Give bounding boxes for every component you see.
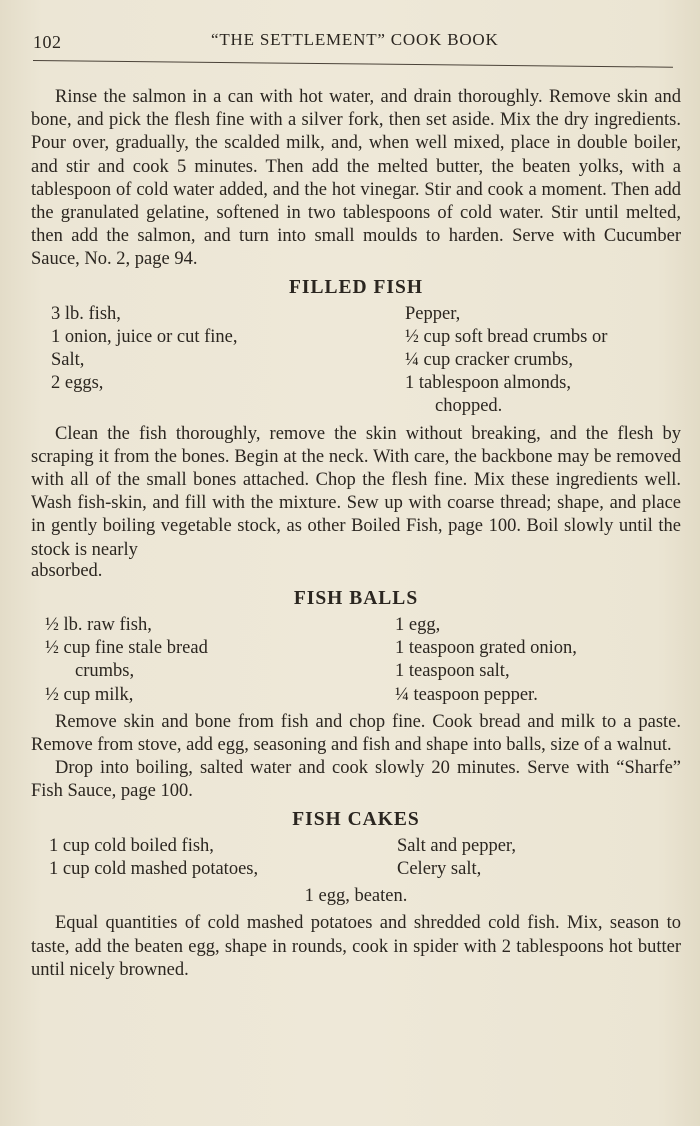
ingredient: 1 onion, juice or cut fine, (51, 326, 238, 347)
filled-fish-title: FILLED FISH (289, 276, 423, 298)
page-body (31, 86, 681, 982)
fish-balls-title: FISH BALLS (293, 588, 419, 610)
header-rule (33, 60, 673, 68)
ingredient: ¼ cup cracker crumbs, (405, 350, 573, 371)
ingredient: crumbs, (75, 661, 135, 682)
filled-fish-ingredients-left (31, 303, 391, 419)
fish-cakes-ingredient-center: 1 egg, beaten. (304, 886, 408, 907)
fish-cakes-title: FISH CAKES (292, 808, 420, 830)
ingredient: 1 egg, (395, 615, 441, 636)
ingredient: ½ lb. raw fish, (45, 615, 152, 636)
ingredient: Salt and pepper, (397, 835, 516, 856)
ingredient: 1 tablespoon almonds, (405, 373, 571, 394)
fish-cakes-ingredients-left (31, 835, 379, 881)
fish-balls-method-1: Remove skin and bone from fish and chop fine. Cook bread and milk to a paste. Remove from stove, add egg, seasoning and fish and shape into balls, size of a walnut. (31, 711, 681, 756)
ingredient: Celery salt, (397, 858, 482, 879)
ingredient: 1 cup cold mashed potatoes, (49, 858, 259, 879)
filled-fish-method: Clean the fish thoroughly, remove the skin without breaking, and the flesh by scraping it from the bones. Begin at the neck. With care, the backbone may be removed with all of the small bones attached. Chop the flesh fine. Mix these ingredients well. Wash fish-skin, and fill with the mixture. Sew up with coarse thread; shape, and place in gently boiling vegetable stock, as other Boiled Fish, page 100. Boil slowly until the stock is nearly (31, 423, 681, 560)
ingredient: Pepper, (405, 303, 461, 324)
ingredient: ½ cup fine stale bread (45, 638, 208, 659)
fish-balls-ingredients (31, 614, 681, 707)
page-number: 102 (33, 32, 62, 52)
page-header (33, 30, 660, 56)
running-title: “THE SETTLEMENT” COOK BOOK (211, 30, 499, 49)
filled-fish-ingredients-right (391, 303, 607, 419)
ingredient: ½ cup milk, (45, 684, 134, 705)
ingredient: ¼ teaspoon pepper. (395, 684, 538, 705)
ingredient: ½ cup soft bread crumbs or (405, 326, 608, 347)
fish-balls-ingredients-left (31, 614, 385, 707)
intro-paragraph: Rinse the salmon in a can with hot water, and drain thoroughly. Remove skin and bone, and pick the flesh fine with a silver fork, then set aside. Mix the dry ingredients. Pour over, gradually, the scalded milk, and, when well mixed, place in double boiler, and stir and cook 5 minutes. Then add the melted butter, the beaten yolks, with a tablespoon of cold water added, and the hot vinegar. Stir and cook a moment. Then add the granulated gelatine, softened in two tablespoons of cold water. Stir until melted, then add the salmon, and turn into small moulds to harden. Serve with Cucumber Sauce, No. 2, page 94. (31, 87, 681, 270)
ingredient: 1 cup cold boiled fish, (49, 835, 214, 856)
filled-fish-method-end: absorbed. (31, 560, 103, 581)
ingredient: chopped. (435, 396, 503, 417)
ingredient: 1 teaspoon salt, (395, 661, 510, 682)
fish-cakes-ingredients-right (379, 835, 516, 881)
fish-balls-ingredients-right (385, 614, 577, 707)
ingredient: 3 lb. fish, (51, 303, 121, 324)
ingredient: 1 teaspoon grated onion, (395, 638, 577, 659)
ingredient: 2 eggs, (51, 373, 104, 394)
fish-cakes-method: Equal quantities of cold mashed potatoes and shredded cold fish. Mix, season to taste, add the beaten egg, shape in rounds, cook in spider with 2 tablespoons hot butter until nicely browned. (31, 913, 681, 980)
ingredient: Salt, (51, 350, 85, 371)
fish-balls-method-2: Drop into boiling, salted water and cook slowly 20 minutes. Serve with “Sharfe” Fish Sauce, page 100. (31, 758, 681, 802)
fish-cakes-ingredients (31, 835, 681, 881)
filled-fish-ingredients (31, 303, 681, 419)
